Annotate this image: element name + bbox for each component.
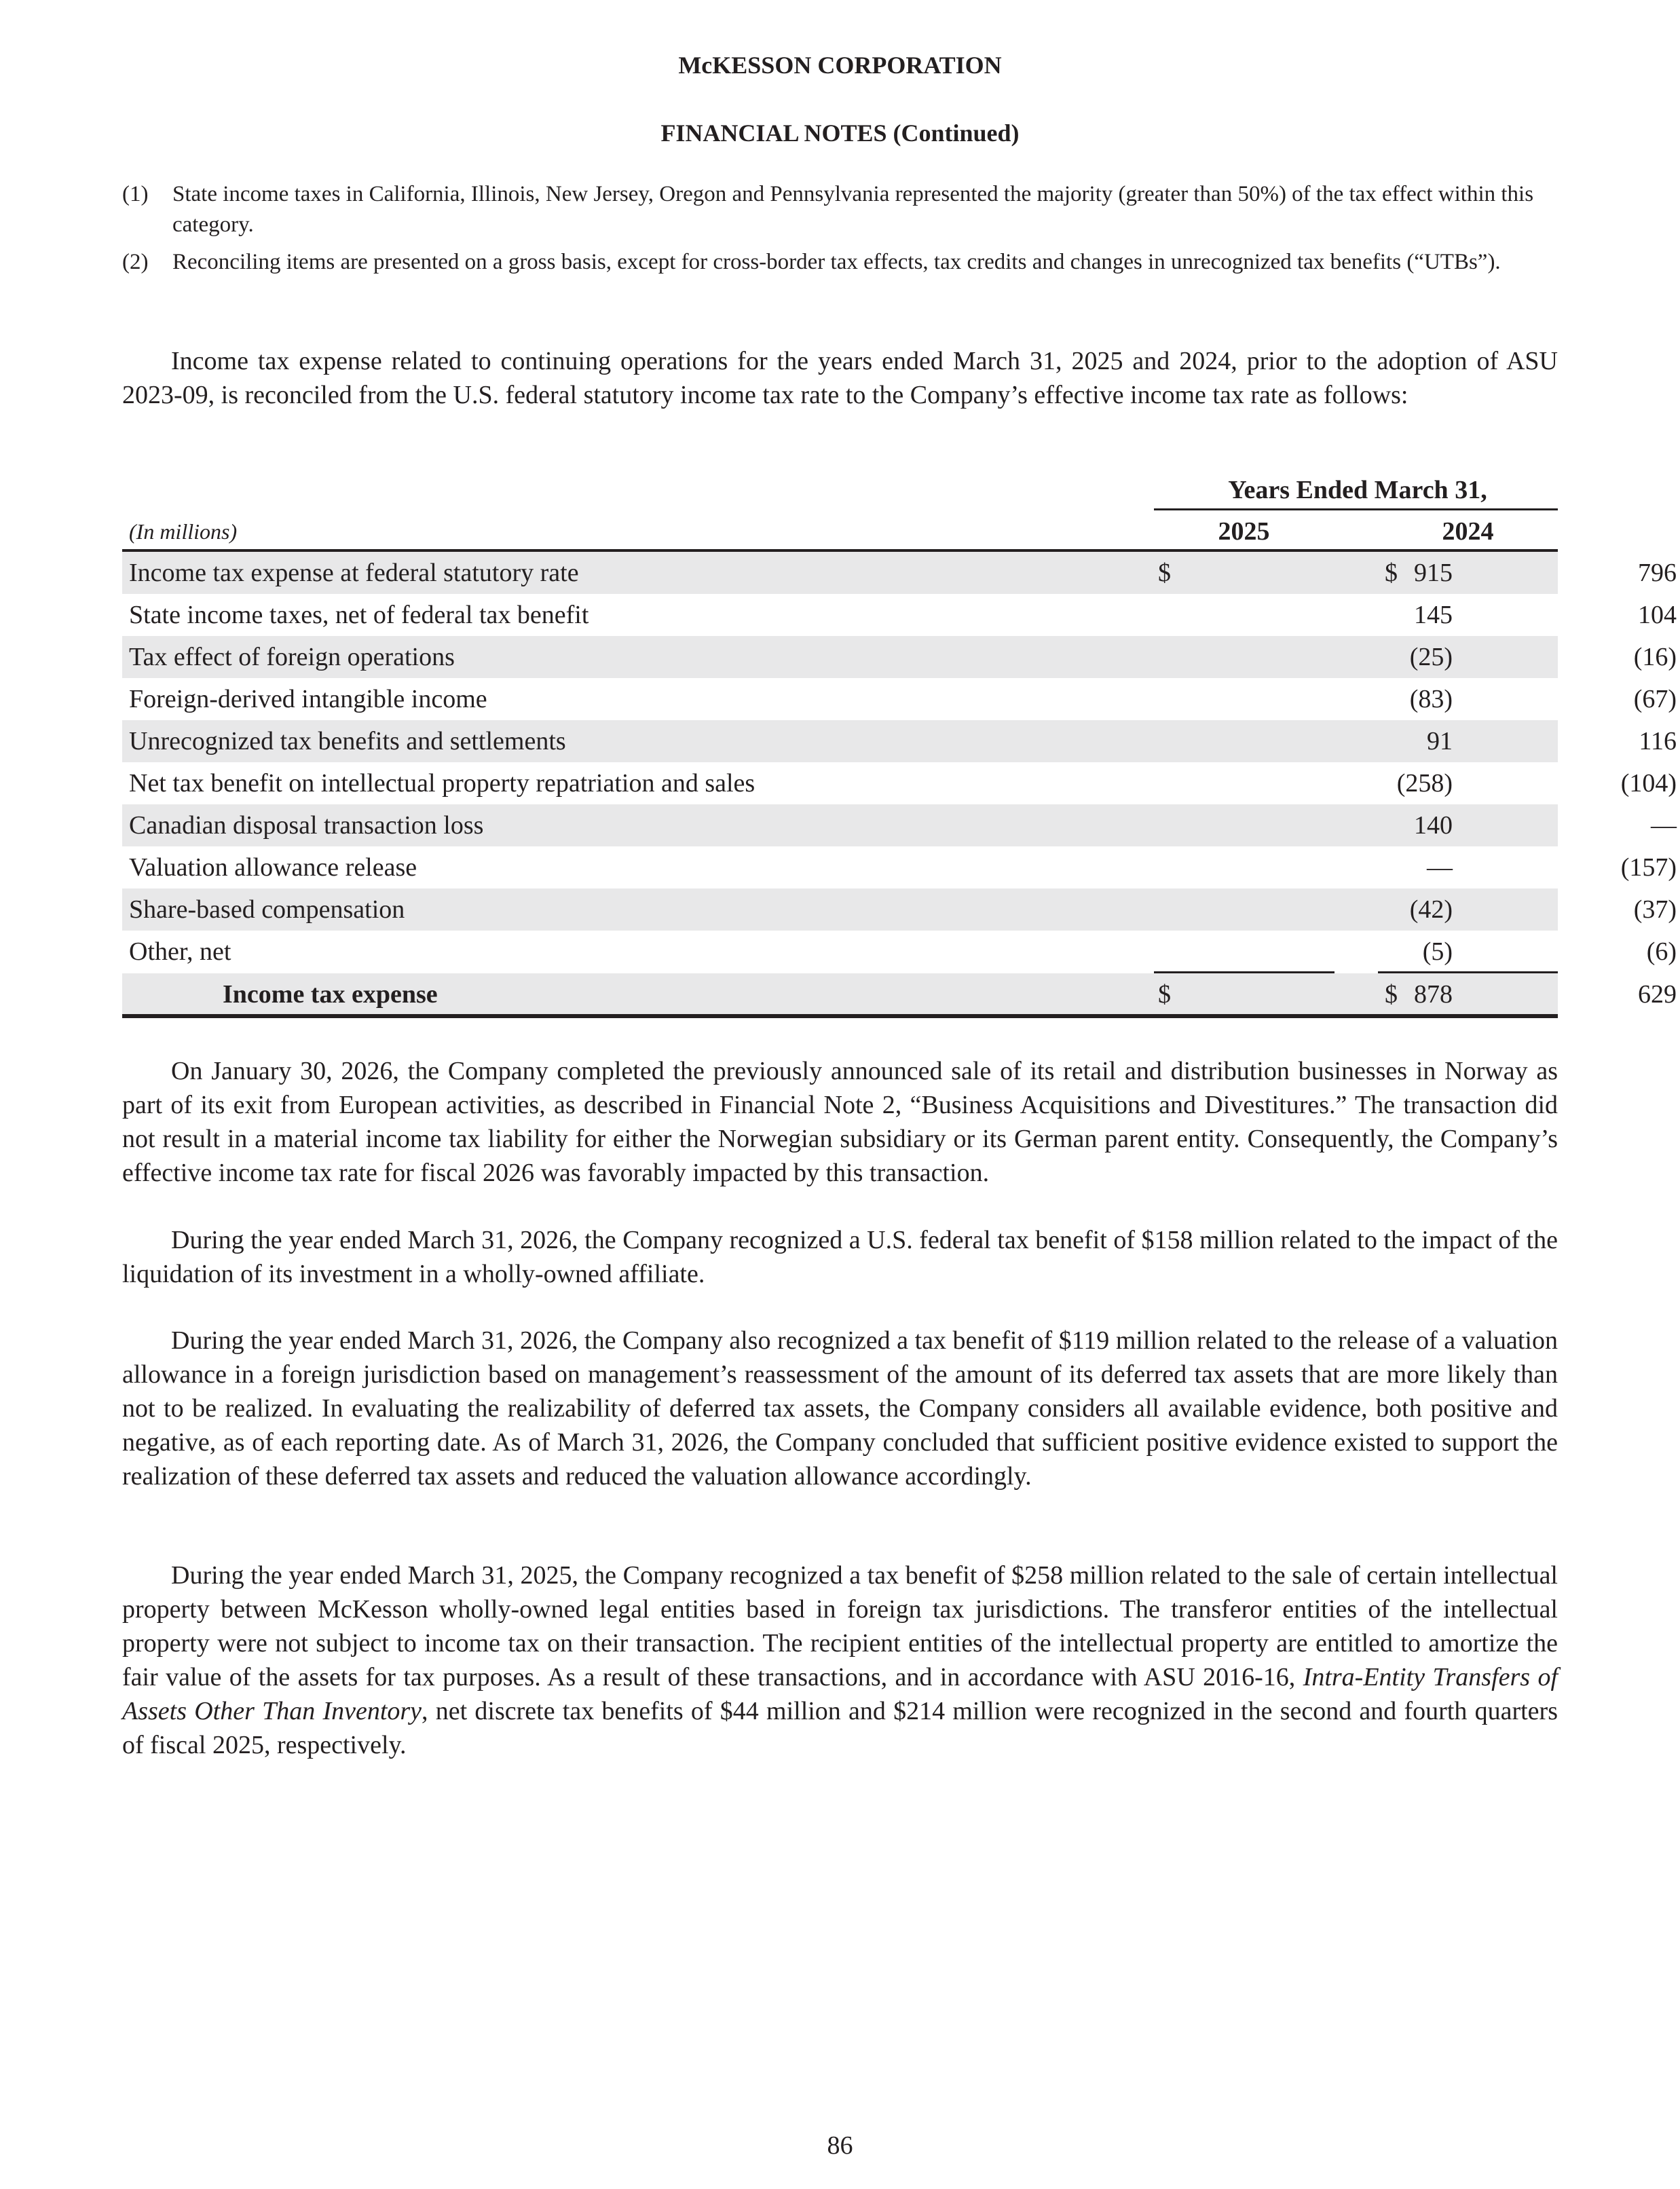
paragraph-norway-sale: On January 30, 2026, the Company completed the previously announced sale of its retail and distribution businesses in Norway as part of its exit from European activities, as described in Financial Note 2, “Business Acquisitions and Divestitures.” The transaction did not result in a material income tax liability for either the Norwegian subsidiary or its German parent entity. Consequently, the Company’s effective income tax rate for fiscal 2026 was favorably impacted by this transaction. [122, 1057, 1558, 1187]
value-2024: (6) [1646, 937, 1677, 966]
paragraph-text: , net discrete tax benefits of $44 million and $214 million were recognized in the second and fourth quarters of fiscal 2025, respectively. [122, 1697, 1558, 1759]
row-label: Share-based compensation [129, 895, 405, 924]
group-header-rule [1154, 508, 1558, 510]
value-2025: (83) [1409, 685, 1453, 713]
value-2025: 145 [1414, 601, 1453, 629]
table-row [122, 888, 1677, 931]
footnote-text: Reconciling items are presented on a gross basis, except for cross-border tax effects, tax credits and changes in unrecognized tax benefits (“UTBs”). [172, 250, 1501, 274]
row-label: Tax effect of foreign operations [129, 643, 455, 671]
table-row [122, 678, 1677, 720]
value-2025: 915 [1414, 559, 1453, 587]
value-2025: 140 [1414, 811, 1453, 840]
value-2024: 104 [1638, 601, 1677, 629]
table-unit-label: (In millions) [129, 519, 238, 544]
table-row [122, 804, 1677, 846]
table-row [122, 720, 1677, 762]
row-label: Income tax expense at federal statutory rate [129, 559, 579, 587]
table-bottom-rule [122, 1014, 1558, 1018]
row-label: Unrecognized tax benefits and settlements [129, 727, 566, 755]
footnote-1 [122, 179, 1561, 240]
currency-symbol: $ [1385, 980, 1398, 1009]
value-2025: (42) [1409, 895, 1453, 924]
standard-title: Intra-Entity Transfers of Assets Other Than Inventory [122, 1663, 1558, 1725]
footnote-text: State income taxes in California, Illinois, New Jersey, Oregon and Pennsylvania represented the majority (greater than 50%) of the tax effect within this category. [172, 182, 1534, 237]
total-2025: 878 [1414, 980, 1453, 1009]
row-label: Net tax benefit on intellectual property repatriation and sales [129, 769, 755, 798]
total-label: Income tax expense [223, 980, 438, 1009]
table-group-header: Years Ended March 31, [1228, 476, 1487, 504]
value-2024: — [1651, 811, 1677, 840]
footnote-number: (2) [122, 250, 149, 274]
row-label: Foreign-derived intangible income [129, 685, 487, 713]
value-2024: 796 [1638, 559, 1677, 587]
column-header-2025: 2025 [1218, 517, 1270, 546]
table-row [122, 931, 1677, 973]
value-2024: 116 [1639, 727, 1677, 755]
value-2024: (157) [1620, 853, 1677, 882]
section-title: FINANCIAL NOTES (Continued) [660, 119, 1020, 147]
row-label: Canadian disposal transaction loss [129, 811, 484, 840]
page-number: 86 [827, 2131, 853, 2160]
value-2024: (37) [1633, 895, 1677, 924]
paragraph-valuation-allowance: During the year ended March 31, 2026, the Company also recognized a tax benefit of $119 million related to the release of a valuation allowance in a foreign jurisdiction based on management’s reassessment of the amount of its deferred tax assets that are more likely than not to be realized. In evaluating the realizability of deferred tax assets, the Company considers all available evidence, both positive and negative, as of each reporting date. As of March 31, 2026, the Company concluded that sufficient positive evidence existed to support the realization of these deferred tax assets and reduced the valuation allowance accordingly. [122, 1326, 1558, 1491]
table-row [122, 594, 1677, 636]
value-2025: (258) [1396, 769, 1453, 798]
footnote-2 [122, 247, 1561, 278]
table-row [122, 762, 1677, 804]
value-2024: (16) [1633, 643, 1677, 671]
value-2025: 91 [1427, 727, 1453, 755]
value-2024: (104) [1620, 769, 1677, 798]
paragraph-text: During the year ended March 31, 2025, the Company recognized a tax benefit of $258 million related to the sale of certain intellectual property between McKesson wholly-owned legal entities based in foreign tax jurisdictions. The transferor entities of the intellectual property were not subject to income tax on their transaction. The recipient entities of the intellectual property are entitled to amortize the fair value of the assets for tax purposes. As a result of these transactions, and in accordance with ASU 2016-16, [122, 1561, 1558, 1691]
value-2024: (67) [1633, 685, 1677, 713]
row-label: State income taxes, net of federal tax benefit [129, 601, 589, 629]
company-name: McKESSON CORPORATION [678, 52, 1002, 79]
currency-symbol: $ [1158, 980, 1171, 1009]
table-total-row [122, 973, 1677, 1015]
footnote-number: (1) [122, 182, 149, 206]
table-row [122, 636, 1677, 678]
row-label: Valuation allowance release [129, 853, 417, 882]
table-row [122, 846, 1677, 888]
currency-symbol: $ [1385, 559, 1398, 587]
total-2024: 629 [1638, 980, 1677, 1009]
value-2025: (5) [1422, 937, 1453, 966]
intro-paragraph: Income tax expense related to continuing operations for the years ended March 31, 2025 and 2024, prior to the adoption of ASU 2023-09, is reconciled from the U.S. federal statutory income tax rate to the Company’s effective income tax rate as follows: [122, 347, 1558, 409]
currency-symbol: $ [1158, 559, 1171, 587]
value-2025: (25) [1409, 643, 1453, 671]
value-2025: — [1427, 853, 1453, 882]
table-row [122, 552, 1677, 594]
row-label: Other, net [129, 937, 231, 966]
paragraph-liquidation-benefit: During the year ended March 31, 2026, the Company recognized a U.S. federal tax benefit of $158 million related to the impact of the liquidation of its investment in a wholly-owned affiliate. [122, 1226, 1558, 1288]
column-header-2024: 2024 [1442, 517, 1494, 546]
paragraph-ip-sale [122, 1558, 1558, 1762]
